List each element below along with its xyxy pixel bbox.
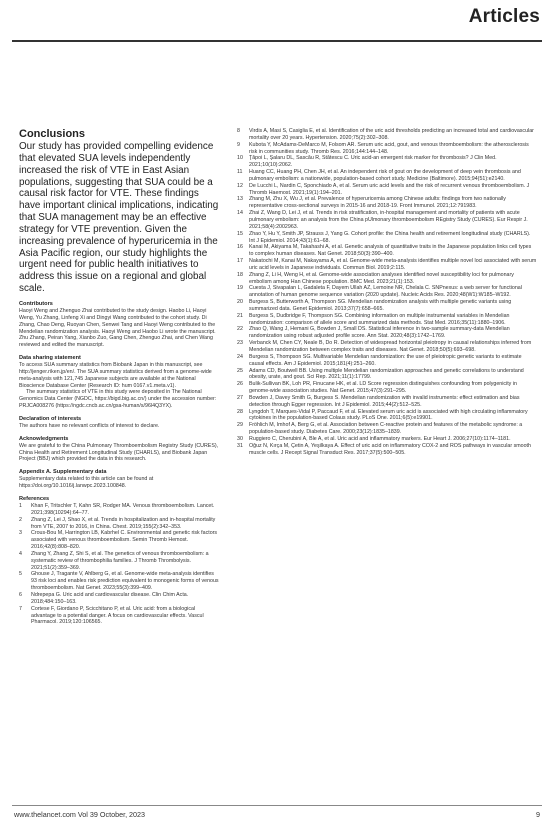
- reference-number: 21: [237, 312, 243, 319]
- reference-item: [237, 422, 537, 436]
- reference-text: Kanai M, Akiyama M, Takahashi A, et al. Genetic analysis of quantitative traits in the Japanese population links cell types to complex human diseases. Nat Genet. 2018;50(3):390–400.: [249, 244, 532, 258]
- reference-text: Ndrepepa G. Uric acid and cardiovascular disease. Clin Chim Acta. 2018;484:150–163.: [31, 591, 189, 605]
- reference-text: Lyngdoh T, Marques-Vidal P, Paccaud F, et al. Elevated serum uric acid is associated with high circulating inflammatory cytokines in the population-based Colaus study. PLoS One. 2011;6(5):e19901.: [249, 408, 528, 422]
- reference-item: [237, 436, 537, 443]
- reference-item: [237, 381, 537, 395]
- reference-item: [237, 340, 537, 354]
- header-rule: [12, 40, 542, 42]
- reference-number: 29: [237, 422, 243, 429]
- reference-item: [237, 395, 537, 409]
- reference-item: [19, 530, 221, 551]
- reference-text: Khan F, Tritschler T, Kahn SR, Rodger MA. Venous thromboembolism. Lancet. 2021;398(10294):64–77.: [31, 503, 215, 516]
- reference-text: Bulik-Sullivan BK, Loh PR, Finucane HK, et al. LD Score regression distinguishes confounding from polygenicity in genome-wide association studies. Nat Genet. 2015;47(3):291–295.: [249, 381, 517, 395]
- reference-number: 7: [19, 605, 22, 612]
- data-sharing-paragraph: The summary statistics of VTE in this study were deposited in The National Genomics Data Center (NGDC, https://bigd.big.ac.cn/) under the accession number: PRJCA008276 (https://ngdc.cncb.ac.cn/gsa-human/s/96l4Q3YX).: [19, 389, 217, 410]
- appendix-heading: Appendix A. Supplementary data: [19, 469, 107, 476]
- reference-item: [237, 196, 537, 210]
- reference-text: Nakatochi M, Kanai M, Nakayama A, et al. Genome-wide meta-analysis identifies multiple novel loci associated with serum uric acid levels in Japanese individuals. Commun Biol. 2019;2:115.: [249, 258, 537, 271]
- reference-text: Zhang Z, Li H, Weng H, et al. Genome-wide association analyses identified novel susceptibility loci for pulmonary embolism among Han Chinese population. BMC Med. 2023;21(1):153.: [249, 271, 514, 285]
- declaration-heading: Declaration of interests: [19, 415, 82, 422]
- reference-number: 14: [237, 210, 243, 217]
- reference-number: 17: [237, 258, 243, 265]
- reference-number: 15: [237, 230, 243, 237]
- reference-text: Oğuz N, Kırça M, Çetin A, Yeşilkaya A. Effect of uric acid on inflammatory COX-2 and ROS pathways in vascular smooth muscle cells. J Recept Signal Transduct Res. 2017;37(5):500–505.: [249, 442, 531, 456]
- reference-item: [237, 244, 537, 258]
- acknowledgments-text: We are grateful to the China Pulmonary Thromboembolism Registry Study (CURES), China Health and Retirement Longitudinal Study (CHARLS), and Biobank Japan Project (BBJ) which provided the data in this research.: [19, 442, 219, 463]
- declaration-text: The authors have no relevant conflicts of interest to declare.: [19, 422, 160, 429]
- reference-item: [237, 313, 537, 327]
- reference-number: 16: [237, 244, 243, 251]
- reference-number: 19: [237, 285, 243, 292]
- reference-number: 24: [237, 353, 243, 360]
- contributors-heading: Contributors: [19, 300, 53, 307]
- reference-text: Zhai Z, Wang D, Lei J, et al. Trends in risk stratification, in-hospital management and mortality of patients with acute pulmonary embolism: an analysis from the China pUlmonary thromboembolism REgistry Study (CURES). Eur Respir J. 2021;58(4):2002963.: [249, 210, 528, 230]
- reference-item: [237, 326, 537, 340]
- reference-number: 31: [237, 442, 243, 449]
- reference-item: [237, 155, 537, 169]
- acknowledgments-heading: Acknowledgments: [19, 435, 69, 442]
- reference-text: Ruggiero C, Cherubini A, Ble A, et al. Uric acid and inflammatory markers. Eur Heart J. 2006;27(10):1174–1181.: [249, 435, 511, 442]
- data-sharing-paragraph: To access SUA summary statistics from Biobank Japan in this manuscript, see http://jenger.riken.jp/en/. The SUA summary statistics derived from a genome-wide meta-analysis with 121,745 Japanese subjects are available at the National Bioscience Database Center (Research ID: hum 0167.v1.meta.v1).: [19, 362, 212, 389]
- reference-number: 23: [237, 340, 243, 347]
- reference-item: [237, 169, 537, 183]
- reference-text: Ghouse J, Tragante V, Ahlberg G, et al. Genome-wide meta-analysis identifies 93 risk loci and enables risk prediction equivalent to monogenic forms of venous thromboembolism. Nat Genet. 2023;55(3):399–409.: [31, 571, 219, 592]
- reference-number: 11: [237, 169, 243, 176]
- reference-text: Kubota Y, McAdams-DeMarco M, Folsom AR. Serum uric acid, gout, and venous thromboembolism: the atherosclerosis risk in communities study. Thromb Res. 2016;144:144–148.: [249, 141, 529, 155]
- right-column: [237, 128, 537, 457]
- reference-number: 4: [19, 550, 22, 557]
- reference-text: Burgess S, Dudbridge F, Thompson SG. Combining information on multiple instrumental variables in Mendelian randomization: comparison of allele score and summarized data methods. Stat Med. 2016;35(11):1880–1906.: [249, 312, 510, 326]
- reference-text: De Lucchi L, Nardin C, Sponchiado A, et al. Serum uric acid levels and the risk of recurrent venous thromboembolism. J Thromb Haemost. 2021;19(1):194–201.: [249, 182, 530, 196]
- reference-item: [19, 517, 221, 531]
- reference-number: 26: [237, 381, 243, 388]
- reference-text: Huang CC, Huang PH, Chen JH, et al. An independent risk of gout on the development of deep vein thrombosis and pulmonary embolism: a nationwide, population-based cohort study. Medicine (Baltimore). 2015;94(51):e2140.: [249, 169, 521, 182]
- reference-number: 3: [19, 530, 22, 537]
- reference-text: Cuesta J, Sivapalan L, Gadaleta F, Dayem Ullah AZ, Lemoine NR, Chelala C. SNPnexus: a web server for functional annotation of human genome sequence variation (2020 update). Nucleic Acids Res. 2020;48(W1):W185–W192.: [249, 285, 522, 299]
- reference-item: [237, 128, 537, 142]
- reference-number: 8: [237, 128, 240, 134]
- reference-item: [237, 210, 537, 231]
- reference-number: 9: [237, 141, 240, 148]
- reference-item: [237, 272, 537, 286]
- reference-number: 28: [237, 408, 243, 415]
- reference-item: [237, 443, 537, 457]
- reference-text: Bowden J, Davey Smith G, Burgess S. Mendelian randomization with invalid instruments: effect estimation and bias detection through Egger regression. Int J Epidemiol. 2015;44(2):512–525.: [249, 394, 520, 408]
- appendix-text: Supplementary data related to this article can be found at https://doi.org/10.1016/j.lanwpc.2023.100848.: [19, 476, 154, 490]
- reference-item: [237, 231, 537, 245]
- reference-number: 25: [237, 367, 243, 374]
- reference-number: 27: [237, 394, 243, 401]
- reference-number: 18: [237, 271, 243, 278]
- reference-item: [237, 299, 537, 313]
- reference-item: [237, 285, 537, 299]
- reference-text: Crous-Bou M, Harrington LB, Kabrhel C. Environmental and genetic risk factors associated with venous thromboembolism. Semin Thromb Hemost. 2016;42(8):808–820.: [31, 530, 218, 551]
- reference-number: 22: [237, 326, 243, 333]
- references-heading: References: [19, 496, 50, 502]
- footer-rule: [12, 805, 542, 806]
- reference-item: [237, 258, 537, 272]
- left-column: [19, 128, 221, 626]
- reference-item: [19, 592, 221, 606]
- reference-item: [237, 409, 537, 423]
- reference-text: Cortese F, Giordano P, Scicchitano P, et al. Uric acid: from a biological advantage to a potential danger. A focus on cardiovascular effects. Vascul Pharmacol. 2019;120:106565.: [31, 605, 204, 626]
- reference-text: Ţăpoi L, Şalaru DL, Sascău R, Stătescu C. Uric acid-an emergent risk marker for thrombosis? J Clin Med. 2021;10(10):2062.: [249, 155, 497, 169]
- reference-number: 1: [19, 503, 22, 509]
- reference-item: [19, 503, 221, 517]
- reference-text: Burgess S, Thompson SG. Multivariable Mendelian randomization: the use of pleiotropic genetic variants to estimate causal effects. Am J Epidemiol. 2015;181(4):251–260.: [249, 353, 522, 367]
- conclusions-heading: Conclusions: [19, 128, 86, 140]
- references-list-right: [237, 128, 537, 457]
- reference-item: [237, 368, 537, 382]
- page-number: 9: [536, 810, 540, 819]
- reference-number: 30: [237, 435, 243, 442]
- reference-text: Zhang Y, Zhang Z, Shi S, et al. The genetics of venous thromboembolism: a systematic review of thrombophilia families. J Thromb Thrombolysis. 2021;51(2):359–369.: [31, 550, 209, 571]
- reference-text: Zhao Y, Hu Y, Smith JP, Strauss J, Yang G. Cohort profile: the China health and retirement longitudinal study (CHARLS). Int J Epidemiol. 2014;43(1):61–68.: [249, 230, 531, 244]
- reference-item: [19, 606, 221, 627]
- reference-item: [237, 142, 537, 156]
- reference-number: 6: [19, 591, 22, 598]
- contributors-text: Haoyi Weng and Zhenguo Zhai contributed to the study design. Haobo Li, Haoyi Weng, Yu Zhang, Linfeng Xi and Dingyi Wang contributed to the cohort study. Di Zhang, Chao Deng, Ruoyan Chen, Senwei Tang and Haoyi Weng contributed to the Mendelian randomization analysis. Haoyi Weng and Haobo Li wrote the manuscript. Zhu Zhang, Peiran Yang, Xianbo Zuo, Gang Chen, Zhenguo Zhai, and Chen Wang reviewed and edited the manuscript.: [19, 307, 216, 349]
- reference-text: Zhang Z, Lei J, Shao X, et al. Trends in hospitalization and in-hospital mortality from VTE, 2007 to 2016, in China. Chest. 2019;155(2):342–353.: [31, 516, 216, 530]
- conclusions-text: Our study has provided compelling evidence that elevated SUA levels independently increased the risk of VTE in East Asian populations, suggesting that SUA could be a causal risk factor for VTE. These findings have important clinical implications, indicating that SUA management may be an effective strategy for VTE prevention. Given the increasing prevalence of hyperuricemia in the Asia Pacific region, our study highlights the urgent need for public health initiatives to address this issue on a regional and global scale.: [19, 141, 219, 295]
- reference-item: [237, 183, 537, 197]
- reference-text: Burgess S, Butterworth A, Thompson SG. Mendelian randomization analysis with multiple genetic variants using summarized data. Genet Epidemiol. 2013;37(7):658–665.: [249, 299, 512, 312]
- reference-text: Zhang M, Zhu X, Wu J, et al. Prevalence of hyperuricemia among Chinese adults: findings from two nationally representative cross-sectional surveys in 2015-16 and 2018-19. Front Immunol. 2021;12:791983.: [249, 196, 506, 210]
- reference-text: Verbanck M, Chen CY, Neale B, Do R. Detection of widespread horizontal pleiotropy in causal relationships inferred from Mendelian randomization between complex traits and diseases. Nat Genet. 2018;50(5):693–698.: [249, 340, 532, 353]
- reference-number: 5: [19, 571, 22, 578]
- journal-footer: www.thelancet.com Vol 39 October, 2023: [14, 810, 146, 819]
- reference-text: Virdis A, Masi S, Casiglia E, et al. Identification of the uric acid thresholds predicting an increased total and cardiovascular mortality over 20 years. Hypertension. 2020;75(2):302–308.: [249, 128, 534, 141]
- data-sharing-heading: Data sharing statement: [19, 355, 81, 362]
- references-list-left: [19, 503, 221, 626]
- reference-item: [237, 354, 537, 368]
- reference-text: Zhao Q, Wang J, Hemani G, Bowden J, Small DS. Statistical inference in two-sample summary-data Mendelian randomization using robust adjusted profile score. Ann Stat. 2020;48(3):1742–1769.: [249, 326, 510, 340]
- reference-number: 20: [237, 299, 243, 306]
- reference-number: 13: [237, 196, 243, 203]
- reference-item: [19, 571, 221, 592]
- reference-item: [19, 551, 221, 572]
- reference-number: 10: [237, 155, 243, 162]
- reference-number: 2: [19, 516, 22, 523]
- section-title: Articles: [468, 6, 540, 27]
- reference-text: Adams CD, Boutwell BB. Using multiple Mendelian randomization approaches and genetic correlations to understand obesity, urate, and gout. Sci Rep. 2021;11(1):17799.: [249, 367, 524, 381]
- reference-number: 12: [237, 182, 243, 189]
- reference-text: Fröhlich M, Imhof A, Berg G, et al. Association between C-reactive protein and features of the metabolic syndrome: a population-based study. Diabetes Care. 2000;23(12):1835–1839.: [249, 422, 523, 436]
